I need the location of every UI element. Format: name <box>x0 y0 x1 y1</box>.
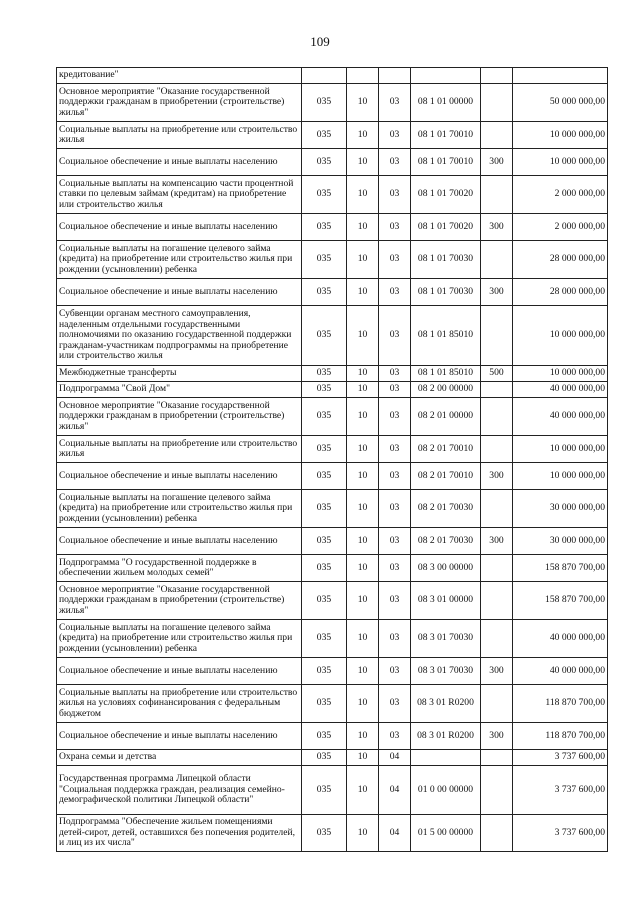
row-csr-cell: 08 2 01 70030 <box>411 490 481 528</box>
row-ved-cell: 035 <box>302 555 347 582</box>
row-name-cell: Подпрограмма "Свой Дом" <box>57 382 302 398</box>
table-row <box>57 279 608 306</box>
row-rz-cell: 10 <box>347 366 379 382</box>
row-amount-cell: 28 000 000,00 <box>513 241 608 279</box>
row-vr-cell <box>481 766 513 815</box>
row-rz-cell: 10 <box>347 398 379 436</box>
row-csr-cell: 08 1 01 70010 <box>411 149 481 176</box>
table-row <box>57 463 608 490</box>
row-pr-cell: 03 <box>379 620 411 658</box>
row-name-cell: Социальные выплаты на погашение целевого займа (кредита) на приобретение или строительство жилья при рождении (усыновлении) ребенка <box>57 620 302 658</box>
row-vr-cell: 300 <box>481 658 513 685</box>
row-name-cell: Социальное обеспечение и иные выплаты населению <box>57 214 302 241</box>
row-rz-cell: 10 <box>347 658 379 685</box>
row-pr-cell: 03 <box>379 176 411 214</box>
row-csr-cell <box>411 750 481 766</box>
row-pr-cell: 03 <box>379 214 411 241</box>
row-csr-cell: 08 2 00 00000 <box>411 382 481 398</box>
row-vr-cell: 300 <box>481 528 513 555</box>
row-ved-cell: 035 <box>302 815 347 852</box>
row-ved-cell: 035 <box>302 398 347 436</box>
row-rz-cell: 10 <box>347 620 379 658</box>
table-row <box>57 528 608 555</box>
row-csr-cell: 08 1 01 00000 <box>411 84 481 122</box>
row-amount-cell: 10 000 000,00 <box>513 463 608 490</box>
row-ved-cell: 035 <box>302 279 347 306</box>
row-rz-cell: 10 <box>347 382 379 398</box>
row-vr-cell <box>481 620 513 658</box>
table-row <box>57 620 608 658</box>
table-row <box>57 766 608 815</box>
row-name-cell: Социальное обеспечение и иные выплаты населению <box>57 463 302 490</box>
row-name-cell: Социальное обеспечение и иные выплаты населению <box>57 658 302 685</box>
table-row <box>57 214 608 241</box>
row-pr-cell: 03 <box>379 685 411 723</box>
row-pr-cell: 03 <box>379 658 411 685</box>
row-rz-cell: 10 <box>347 766 379 815</box>
row-pr-cell: 03 <box>379 306 411 366</box>
row-vr-cell <box>481 84 513 122</box>
row-ved-cell: 035 <box>302 620 347 658</box>
row-vr-cell <box>481 685 513 723</box>
row-name-cell: Социальное обеспечение и иные выплаты населению <box>57 528 302 555</box>
row-pr-cell: 04 <box>379 750 411 766</box>
row-ved-cell: 035 <box>302 766 347 815</box>
row-name-cell: Основное мероприятие "Оказание государственной поддержки гражданам в приобретении (строительстве) жилья" <box>57 398 302 436</box>
row-name-cell: Социальные выплаты на погашение целевого займа (кредита) на приобретение или строительство жилья при рождении (усыновлении) ребенка <box>57 490 302 528</box>
row-vr-cell <box>481 382 513 398</box>
row-vr-cell <box>481 582 513 620</box>
row-name-cell: Подпрограмма "Обеспечение жильем помещениями детей-сирот, детей, оставшихся без попечения родителей, и лиц из их числа" <box>57 815 302 852</box>
table-row <box>57 398 608 436</box>
row-rz-cell: 10 <box>347 723 379 750</box>
row-csr-cell <box>411 68 481 84</box>
row-name-cell: Основное мероприятие "Оказание государственной поддержки гражданам в приобретении (строительстве) жилья" <box>57 582 302 620</box>
row-csr-cell: 08 2 01 70010 <box>411 463 481 490</box>
row-amount-cell: 2 000 000,00 <box>513 214 608 241</box>
row-rz-cell: 10 <box>347 214 379 241</box>
row-amount-cell: 2 000 000,00 <box>513 176 608 214</box>
row-vr-cell <box>481 68 513 84</box>
row-vr-cell: 300 <box>481 723 513 750</box>
row-pr-cell: 03 <box>379 241 411 279</box>
row-ved-cell: 035 <box>302 436 347 463</box>
row-name-cell: Социальные выплаты на компенсацию части процентной ставки по целевым займам (кредитам) на приобретение или строительство жилья <box>57 176 302 214</box>
row-ved-cell: 035 <box>302 382 347 398</box>
row-rz-cell: 10 <box>347 685 379 723</box>
row-csr-cell: 08 2 01 70030 <box>411 528 481 555</box>
row-ved-cell: 035 <box>302 176 347 214</box>
row-csr-cell: 01 0 00 00000 <box>411 766 481 815</box>
row-amount-cell: 40 000 000,00 <box>513 398 608 436</box>
row-vr-cell <box>481 750 513 766</box>
row-amount-cell: 10 000 000,00 <box>513 436 608 463</box>
row-ved-cell: 035 <box>302 149 347 176</box>
row-rz-cell: 10 <box>347 555 379 582</box>
table-row <box>57 436 608 463</box>
row-vr-cell: 500 <box>481 366 513 382</box>
row-rz-cell: 10 <box>347 463 379 490</box>
row-name-cell: Социальные выплаты на приобретение или строительство жилья <box>57 122 302 149</box>
row-name-cell: Межбюджетные трансферты <box>57 366 302 382</box>
row-pr-cell: 03 <box>379 84 411 122</box>
row-vr-cell <box>481 555 513 582</box>
row-pr-cell: 03 <box>379 366 411 382</box>
row-csr-cell: 08 1 01 85010 <box>411 366 481 382</box>
table-row <box>57 122 608 149</box>
row-pr-cell: 03 <box>379 279 411 306</box>
table-row <box>57 555 608 582</box>
row-vr-cell <box>481 398 513 436</box>
table-row <box>57 149 608 176</box>
row-pr-cell: 03 <box>379 555 411 582</box>
row-rz-cell: 10 <box>347 176 379 214</box>
row-csr-cell: 08 1 01 70020 <box>411 176 481 214</box>
row-amount-cell: 3 737 600,00 <box>513 766 608 815</box>
row-amount-cell: 10 000 000,00 <box>513 366 608 382</box>
row-amount-cell: 10 000 000,00 <box>513 122 608 149</box>
row-vr-cell: 300 <box>481 214 513 241</box>
row-vr-cell <box>481 122 513 149</box>
row-rz-cell: 10 <box>347 149 379 176</box>
row-vr-cell: 300 <box>481 279 513 306</box>
row-rz-cell: 10 <box>347 815 379 852</box>
row-vr-cell <box>481 176 513 214</box>
row-ved-cell <box>302 68 347 84</box>
row-name-cell: Основное мероприятие "Оказание государственной поддержки гражданам в приобретении (строительстве) жилья" <box>57 84 302 122</box>
budget-table <box>56 67 608 852</box>
row-name-cell: кредитование" <box>57 68 302 84</box>
row-ved-cell: 035 <box>302 750 347 766</box>
row-amount-cell: 50 000 000,00 <box>513 84 608 122</box>
row-name-cell: Социальные выплаты на приобретение или строительство жилья <box>57 436 302 463</box>
row-ved-cell: 035 <box>302 366 347 382</box>
row-rz-cell: 10 <box>347 122 379 149</box>
table-row <box>57 815 608 852</box>
row-rz-cell: 10 <box>347 279 379 306</box>
row-csr-cell: 08 1 01 70020 <box>411 214 481 241</box>
row-csr-cell: 08 3 01 R0200 <box>411 723 481 750</box>
row-pr-cell: 04 <box>379 815 411 852</box>
row-amount-cell: 10 000 000,00 <box>513 149 608 176</box>
row-pr-cell <box>379 68 411 84</box>
row-ved-cell: 035 <box>302 463 347 490</box>
row-amount-cell: 158 870 700,00 <box>513 555 608 582</box>
row-vr-cell <box>481 436 513 463</box>
row-csr-cell: 08 1 01 70030 <box>411 241 481 279</box>
table-row <box>57 723 608 750</box>
row-ved-cell: 035 <box>302 528 347 555</box>
row-ved-cell: 035 <box>302 214 347 241</box>
row-name-cell: Охрана семьи и детства <box>57 750 302 766</box>
row-amount-cell: 118 870 700,00 <box>513 723 608 750</box>
row-pr-cell: 03 <box>379 382 411 398</box>
row-amount-cell: 40 000 000,00 <box>513 620 608 658</box>
row-vr-cell <box>481 490 513 528</box>
row-name-cell: Социальные выплаты на приобретение или строительство жилья на условиях софинансирования с федеральным бюджетом <box>57 685 302 723</box>
row-rz-cell <box>347 68 379 84</box>
row-csr-cell: 08 3 01 70030 <box>411 658 481 685</box>
row-pr-cell: 03 <box>379 149 411 176</box>
table-row <box>57 306 608 366</box>
table-row <box>57 68 608 84</box>
row-pr-cell: 03 <box>379 723 411 750</box>
row-pr-cell: 03 <box>379 528 411 555</box>
table-row <box>57 241 608 279</box>
row-csr-cell: 08 2 01 00000 <box>411 398 481 436</box>
row-ved-cell: 035 <box>302 582 347 620</box>
table-row <box>57 84 608 122</box>
page-number: 109 <box>310 34 330 49</box>
row-amount-cell: 40 000 000,00 <box>513 658 608 685</box>
row-rz-cell: 10 <box>347 306 379 366</box>
row-rz-cell: 10 <box>347 436 379 463</box>
row-rz-cell: 10 <box>347 582 379 620</box>
row-name-cell: Подпрограмма "О государственной поддержке в обеспечении жильем молодых семей" <box>57 555 302 582</box>
row-rz-cell: 10 <box>347 241 379 279</box>
row-pr-cell: 03 <box>379 122 411 149</box>
row-ved-cell: 035 <box>302 122 347 149</box>
row-csr-cell: 08 3 01 70030 <box>411 620 481 658</box>
table-row <box>57 176 608 214</box>
row-name-cell: Государственная программа Липецкой области "Социальная поддержка граждан, реализация семейно-демографической политики Липецкой области" <box>57 766 302 815</box>
row-ved-cell: 035 <box>302 723 347 750</box>
row-vr-cell <box>481 306 513 366</box>
row-pr-cell: 03 <box>379 582 411 620</box>
row-amount-cell: 118 870 700,00 <box>513 685 608 723</box>
row-csr-cell: 08 1 01 70030 <box>411 279 481 306</box>
row-name-cell: Социальные выплаты на погашение целевого займа (кредита) на приобретение или строительство жилья при рождении (усыновлении) ребенка <box>57 241 302 279</box>
row-amount-cell: 3 737 600,00 <box>513 815 608 852</box>
row-name-cell: Субвенции органам местного самоуправления, наделенным отдельными государственными полномочиями по оказанию государственной поддержки гражданам-участникам подпрограммы на приобретение или строительство жилья <box>57 306 302 366</box>
row-csr-cell: 08 3 01 R0200 <box>411 685 481 723</box>
row-name-cell: Социальное обеспечение и иные выплаты населению <box>57 149 302 176</box>
row-ved-cell: 035 <box>302 241 347 279</box>
table-row <box>57 685 608 723</box>
table-row <box>57 750 608 766</box>
row-pr-cell: 03 <box>379 398 411 436</box>
row-pr-cell: 03 <box>379 463 411 490</box>
row-csr-cell: 08 1 01 70010 <box>411 122 481 149</box>
table-row <box>57 582 608 620</box>
row-ved-cell: 035 <box>302 658 347 685</box>
row-rz-cell: 10 <box>347 84 379 122</box>
row-amount-cell: 30 000 000,00 <box>513 528 608 555</box>
row-csr-cell: 08 2 01 70010 <box>411 436 481 463</box>
row-ved-cell: 035 <box>302 490 347 528</box>
row-vr-cell: 300 <box>481 149 513 176</box>
row-ved-cell: 035 <box>302 84 347 122</box>
row-amount-cell: 158 870 700,00 <box>513 582 608 620</box>
row-csr-cell: 01 5 00 00000 <box>411 815 481 852</box>
row-rz-cell: 10 <box>347 490 379 528</box>
row-pr-cell: 03 <box>379 436 411 463</box>
row-rz-cell: 10 <box>347 528 379 555</box>
row-csr-cell: 08 3 00 00000 <box>411 555 481 582</box>
table-row <box>57 658 608 685</box>
table-row <box>57 382 608 398</box>
row-amount-cell: 30 000 000,00 <box>513 490 608 528</box>
row-vr-cell <box>481 815 513 852</box>
row-amount-cell: 10 000 000,00 <box>513 306 608 366</box>
row-vr-cell: 300 <box>481 463 513 490</box>
row-name-cell: Социальное обеспечение и иные выплаты населению <box>57 279 302 306</box>
table-row <box>57 366 608 382</box>
row-name-cell: Социальное обеспечение и иные выплаты населению <box>57 723 302 750</box>
row-pr-cell: 03 <box>379 490 411 528</box>
row-vr-cell <box>481 241 513 279</box>
row-ved-cell: 035 <box>302 685 347 723</box>
row-ved-cell: 035 <box>302 306 347 366</box>
row-csr-cell: 08 1 01 85010 <box>411 306 481 366</box>
row-amount-cell <box>513 68 608 84</box>
row-amount-cell: 28 000 000,00 <box>513 279 608 306</box>
row-amount-cell: 3 737 600,00 <box>513 750 608 766</box>
row-rz-cell: 10 <box>347 750 379 766</box>
row-amount-cell: 40 000 000,00 <box>513 382 608 398</box>
row-csr-cell: 08 3 01 00000 <box>411 582 481 620</box>
table-row <box>57 490 608 528</box>
row-pr-cell: 04 <box>379 766 411 815</box>
